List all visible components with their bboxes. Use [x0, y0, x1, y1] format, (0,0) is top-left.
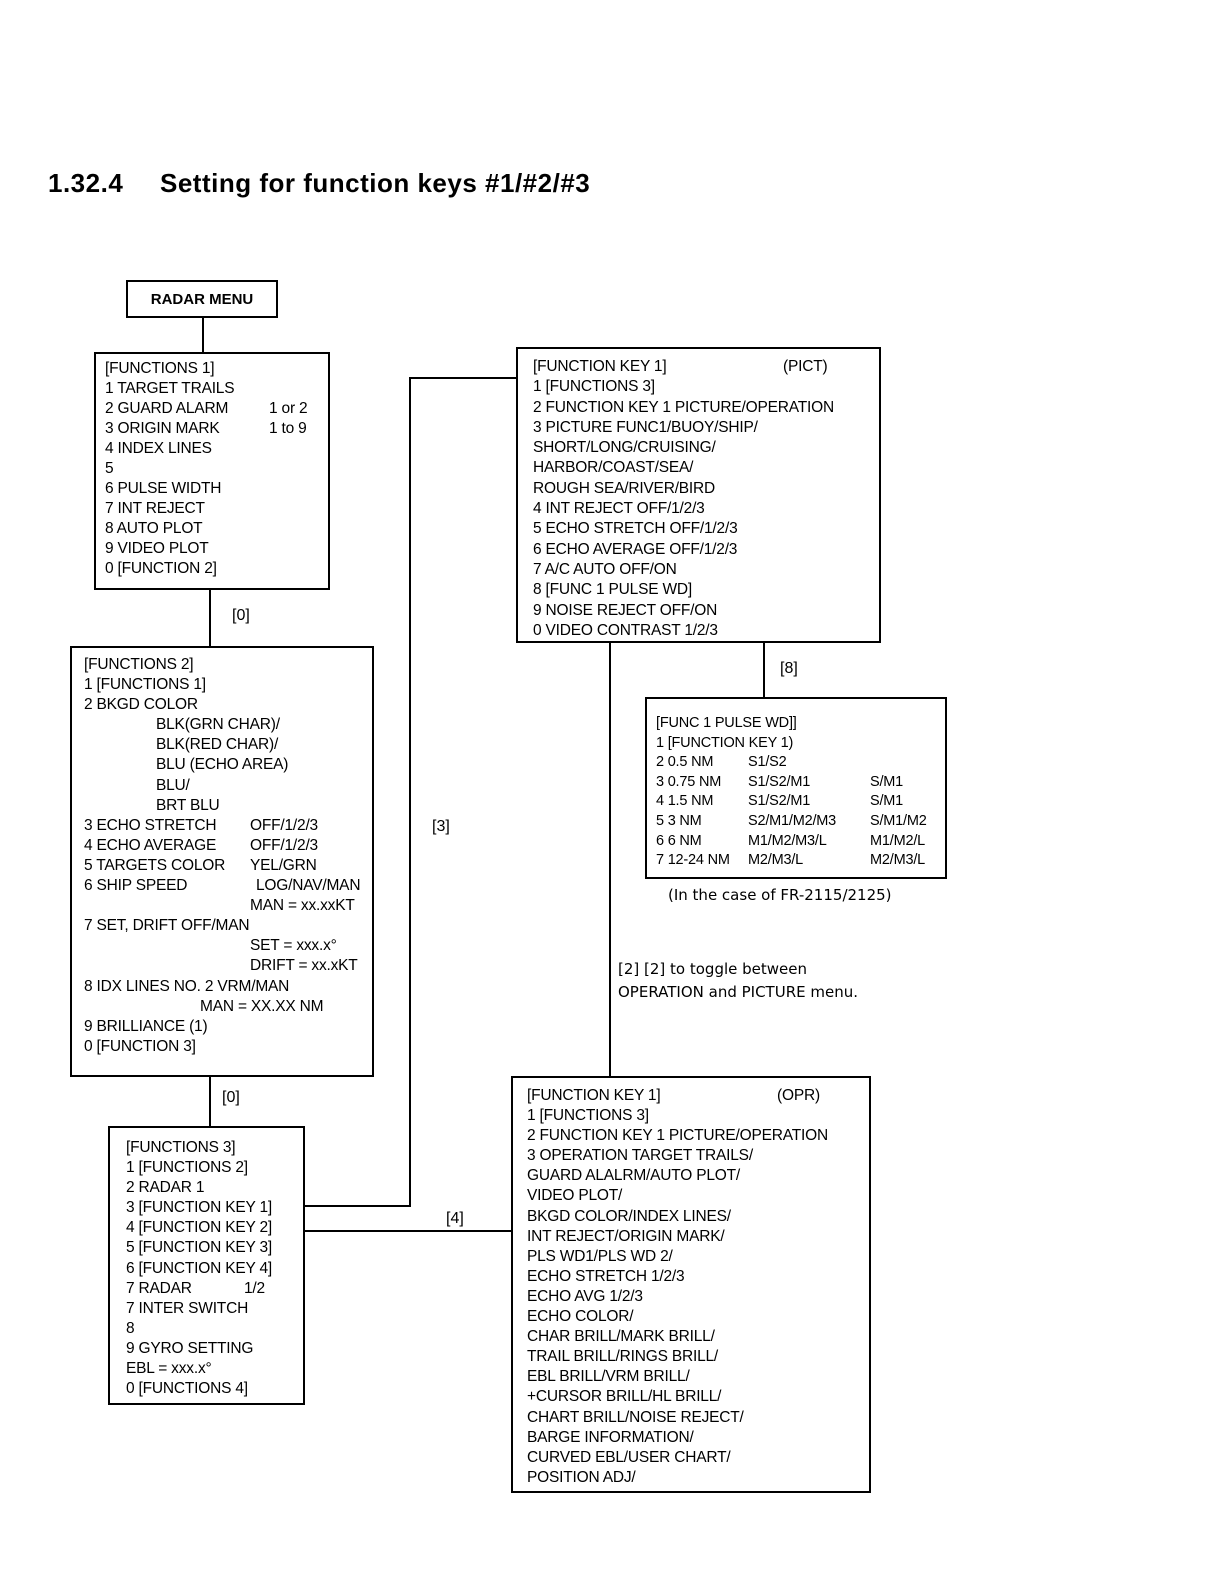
functions2-line-col2: BRT BLU [156, 796, 220, 814]
fkey1_pict-line-col1: 9 NOISE REJECT OFF/ON [533, 601, 718, 619]
pulse_wd-line-col3: S/M1 [870, 773, 904, 790]
pulse_wd-line-col3: S/M1/M2 [870, 812, 927, 829]
pulse_wd-line-col1: 3 0.75 NM [656, 773, 722, 790]
functions2-line-col1: 5 TARGETS COLOR [84, 856, 226, 874]
fkey1_opr-line-col1: CHART BRILL/NOISE REJECT/ [527, 1408, 744, 1426]
fkey1_pict-line-col1: 3 PICTURE FUNC1/BUOY/SHIP/ [533, 418, 758, 436]
functions2-line-col1: 2 BKGD COLOR [84, 696, 198, 714]
fkey1_opr-line-col1: [FUNCTION KEY 1] [527, 1087, 661, 1104]
pulse_wd-line-col1: 6 6 NM [656, 832, 702, 849]
functions3-line-col1: 5 [FUNCTION KEY 3] [126, 1239, 272, 1257]
functions2-line-col1: 3 ECHO STRETCH [84, 816, 217, 834]
fkey1_pict-line-col1: 1 [FUNCTIONS 3] [533, 378, 655, 396]
functions2-line-col1: [FUNCTIONS 2] [84, 656, 194, 673]
pulse_wd-line-col2: S1/S2 [748, 754, 787, 771]
fkey1_opr-line-col1: CURVED EBL/USER CHART/ [527, 1448, 731, 1466]
pulse-wd-note: (In the case of FR-2115/2125) [668, 886, 892, 904]
functions1-line-col1: 1 TARGET TRAILS [105, 380, 235, 397]
functions3-line-col1: 8 [126, 1319, 135, 1337]
fkey1_opr-line-col1: 3 OPERATION TARGET TRAILS/ [527, 1147, 753, 1165]
fkey1_pict-line-col1: 2 FUNCTION KEY 1 PICTURE/OPERATION [533, 398, 834, 416]
pulse_wd-line-col1: 2 0.5 NM [656, 754, 714, 771]
fkey1_pict-line-col1: 7 A/C AUTO OFF/ON [533, 560, 677, 578]
functions2-line-col2: BLU (ECHO AREA) [156, 756, 289, 774]
fkey1_opr-line-col1: ECHO COLOR/ [527, 1308, 634, 1326]
pulse_wd-line-col2: M1/M2/M3/L [748, 832, 827, 849]
fkey1_opr-line-col1: +CURSOR BRILL/HL BRILL/ [527, 1388, 722, 1406]
section-heading: Setting for function keys #1/#2/#3 [160, 168, 591, 198]
section-title [48, 168, 590, 199]
functions2-line-col1: 9 BRILLIANCE (1) [84, 1017, 208, 1035]
functions1-line-col1: 0 [FUNCTION 2] [105, 560, 217, 577]
functions2-line-col1: 0 [FUNCTION 3] [84, 1037, 196, 1055]
functions2-line-col2: LOG/NAV/MAN [256, 877, 361, 895]
functions1-line-col2: 1 to 9 [269, 420, 307, 437]
pulse_wd-line-col2: S1/S2/M1 [748, 773, 811, 790]
label-f2-f3: [0] [222, 1089, 240, 1106]
functions3-line-col1: 6 [FUNCTION KEY 4] [126, 1259, 272, 1277]
pulse_wd-line-col3: S/M1 [870, 793, 904, 810]
label-f3-pict: [3] [432, 818, 450, 835]
pulse_wd-line-col1: 4 1.5 NM [656, 793, 714, 810]
fkey1_opr-line-col1: PLS WD1/PLS WD 2/ [527, 1247, 673, 1265]
functions1-line-col1: 9 VIDEO PLOT [105, 540, 209, 557]
fkey1_pict-line-col1: HARBOR/COAST/SEA/ [533, 459, 694, 477]
label-pict-pulse: [8] [780, 660, 798, 677]
fkey1_opr-line-col1: BARGE INFORMATION/ [527, 1428, 694, 1446]
fkey1_opr-line-col1: GUARD ALALRM/AUTO PLOT/ [527, 1167, 741, 1185]
fkey1_opr-line-col1: 2 FUNCTION KEY 1 PICTURE/OPERATION [527, 1127, 828, 1145]
pulse_wd-line-col3: M2/M3/L [870, 852, 926, 869]
fkey1_opr-line-col1: VIDEO PLOT/ [527, 1187, 623, 1205]
fkey1_opr-line-col1: CHAR BRILL/MARK BRILL/ [527, 1328, 715, 1346]
pulse_wd-line-col1: 5 3 NM [656, 812, 702, 829]
fkey1_opr-line-col1: INT REJECT/ORIGIN MARK/ [527, 1227, 725, 1245]
functions1-line-col1: 2 GUARD ALARM [105, 400, 229, 417]
functions2-line-col2: DRIFT = xx.xKT [250, 957, 358, 975]
fkey1_opr-line-col1: TRAIL BRILL/RINGS BRILL/ [527, 1348, 719, 1366]
fkey1_opr-line-col1: BKGD COLOR/INDEX LINES/ [527, 1207, 731, 1225]
functions1-line-col1: 4 INDEX LINES [105, 440, 212, 457]
fkey1_opr-line-col1: ECHO AVG 1/2/3 [527, 1287, 643, 1305]
pulse_wd-line-col1: 1 [FUNCTION KEY 1) [656, 734, 794, 751]
connector-pict-pulse [763, 643, 765, 698]
functions3-line-col1: EBL = xxx.x° [126, 1360, 212, 1378]
connector-f2-f3 [209, 1077, 211, 1127]
pulse_wd-line-col2: S2/M1/M2/M3 [748, 812, 837, 829]
fkey1_pict-line-col1: 4 INT REJECT OFF/1/2/3 [533, 500, 705, 518]
label-f1-f2: [0] [232, 607, 250, 624]
functions2-line-col2: BLK(GRN CHAR)/ [156, 716, 280, 734]
toggle-note-line2: OPERATION and PICTURE menu. [618, 983, 858, 1001]
functions3-line-col1: 3 [FUNCTION KEY 1] [126, 1199, 272, 1217]
functions3-line-col1: 7 INTER SWITCH [126, 1299, 249, 1317]
fkey1_pict-line-col1: SHORT/LONG/CRUISING/ [533, 439, 716, 457]
functions2-line-col2: SET = xxx.x° [250, 937, 337, 955]
connector-radar-f1 [202, 318, 204, 353]
label-f3-opr: [4] [446, 1210, 464, 1227]
connector-f1-f2 [209, 590, 211, 647]
connector-pict-opr [609, 643, 611, 1078]
connector-f3-pict-h1 [303, 1205, 411, 1207]
functions3-line-col2: 1/2 [244, 1279, 265, 1297]
connector-f3-pict-v [409, 377, 411, 1207]
functions2-line-col1: 6 SHIP SPEED [84, 877, 188, 895]
pulse_wd-line-col3: M1/M2/L [870, 832, 926, 849]
functions3-line-col1: 0 [FUNCTIONS 4] [126, 1380, 248, 1398]
functions3-line-col1: 7 RADAR [126, 1279, 192, 1297]
pulse_wd-line-col1: 7 12-24 NM [656, 852, 730, 869]
functions2-line-col2: YEL/GRN [250, 856, 317, 874]
functions3-line-col1: 2 RADAR 1 [126, 1179, 205, 1197]
functions3-line-col1: [FUNCTIONS 3] [126, 1139, 236, 1156]
functions2-line-col1: 1 [FUNCTIONS 1] [84, 676, 206, 694]
functions2-line-col2: BLU/ [156, 776, 190, 794]
fkey1_pict-line-col1: 5 ECHO STRETCH OFF/1/2/3 [533, 520, 738, 538]
functions1-line-col1: [FUNCTIONS 1] [105, 360, 215, 377]
functions2-line-col2: OFF/1/2/3 [250, 816, 318, 834]
functions1-line-col1: 5 [105, 460, 114, 477]
fkey1_opr-line-col1: 1 [FUNCTIONS 3] [527, 1107, 649, 1125]
functions2-line-col1: 4 ECHO AVERAGE [84, 836, 217, 854]
pulse_wd-line-col1: [FUNC 1 PULSE WD]] [656, 715, 797, 731]
fkey1_pict-line-col1: 6 ECHO AVERAGE OFF/1/2/3 [533, 540, 738, 558]
functions2-line-col1: 8 IDX LINES NO. 2 VRM/MAN [84, 977, 290, 995]
functions1-line-col1: 3 ORIGIN MARK [105, 420, 220, 437]
fkey1_pict-line-col2: (PICT) [783, 358, 828, 375]
functions1-line-col1: 8 AUTO PLOT [105, 520, 203, 537]
functions2-line-col2: OFF/1/2/3 [250, 836, 318, 854]
functions1-line-col1: 7 INT REJECT [105, 500, 205, 517]
functions2-line-col2: MAN = xx.xxKT [250, 897, 355, 915]
radar-menu-box: RADAR MENU [126, 280, 278, 318]
connector-f3-opr [303, 1230, 512, 1232]
fkey1_opr-line-col1: ECHO STRETCH 1/2/3 [527, 1267, 685, 1285]
pulse_wd-line-col2: M2/M3/L [748, 852, 804, 869]
functions2-line-col2: MAN = XX.XX NM [200, 997, 324, 1015]
functions1-line-col2: 1 or 2 [269, 400, 308, 417]
pulse_wd-line-col2: S1/S2/M1 [748, 793, 811, 810]
fkey1_opr-line-col2: (OPR) [777, 1087, 820, 1104]
fkey1_pict-line-col1: 0 VIDEO CONTRAST 1/2/3 [533, 621, 718, 639]
functions3-line-col1: 4 [FUNCTION KEY 2] [126, 1219, 272, 1237]
functions2-line-col1: 7 SET, DRIFT OFF/MAN [84, 917, 250, 935]
fkey1_pict-line-col1: ROUGH SEA/RIVER/BIRD [533, 479, 716, 497]
fkey1_opr-line-col1: EBL BRILL/VRM BRILL/ [527, 1368, 690, 1386]
functions2-line-col2: BLK(RED CHAR)/ [156, 736, 279, 754]
functions1-line-col1: 6 PULSE WIDTH [105, 480, 222, 497]
fkey1_opr-line-col1: POSITION ADJ/ [527, 1468, 636, 1486]
functions3-line-col1: 1 [FUNCTIONS 2] [126, 1159, 248, 1177]
connector-f3-pict-h2 [409, 377, 517, 379]
functions3-line-col1: 9 GYRO SETTING [126, 1339, 254, 1357]
section-number: 1.32.4 [48, 168, 124, 198]
fkey1_pict-line-col1: 8 [FUNC 1 PULSE WD] [533, 581, 692, 599]
fkey1_pict-line-col1: [FUNCTION KEY 1] [533, 358, 667, 375]
toggle-note-line1: [2] [2] to toggle between [618, 960, 807, 978]
